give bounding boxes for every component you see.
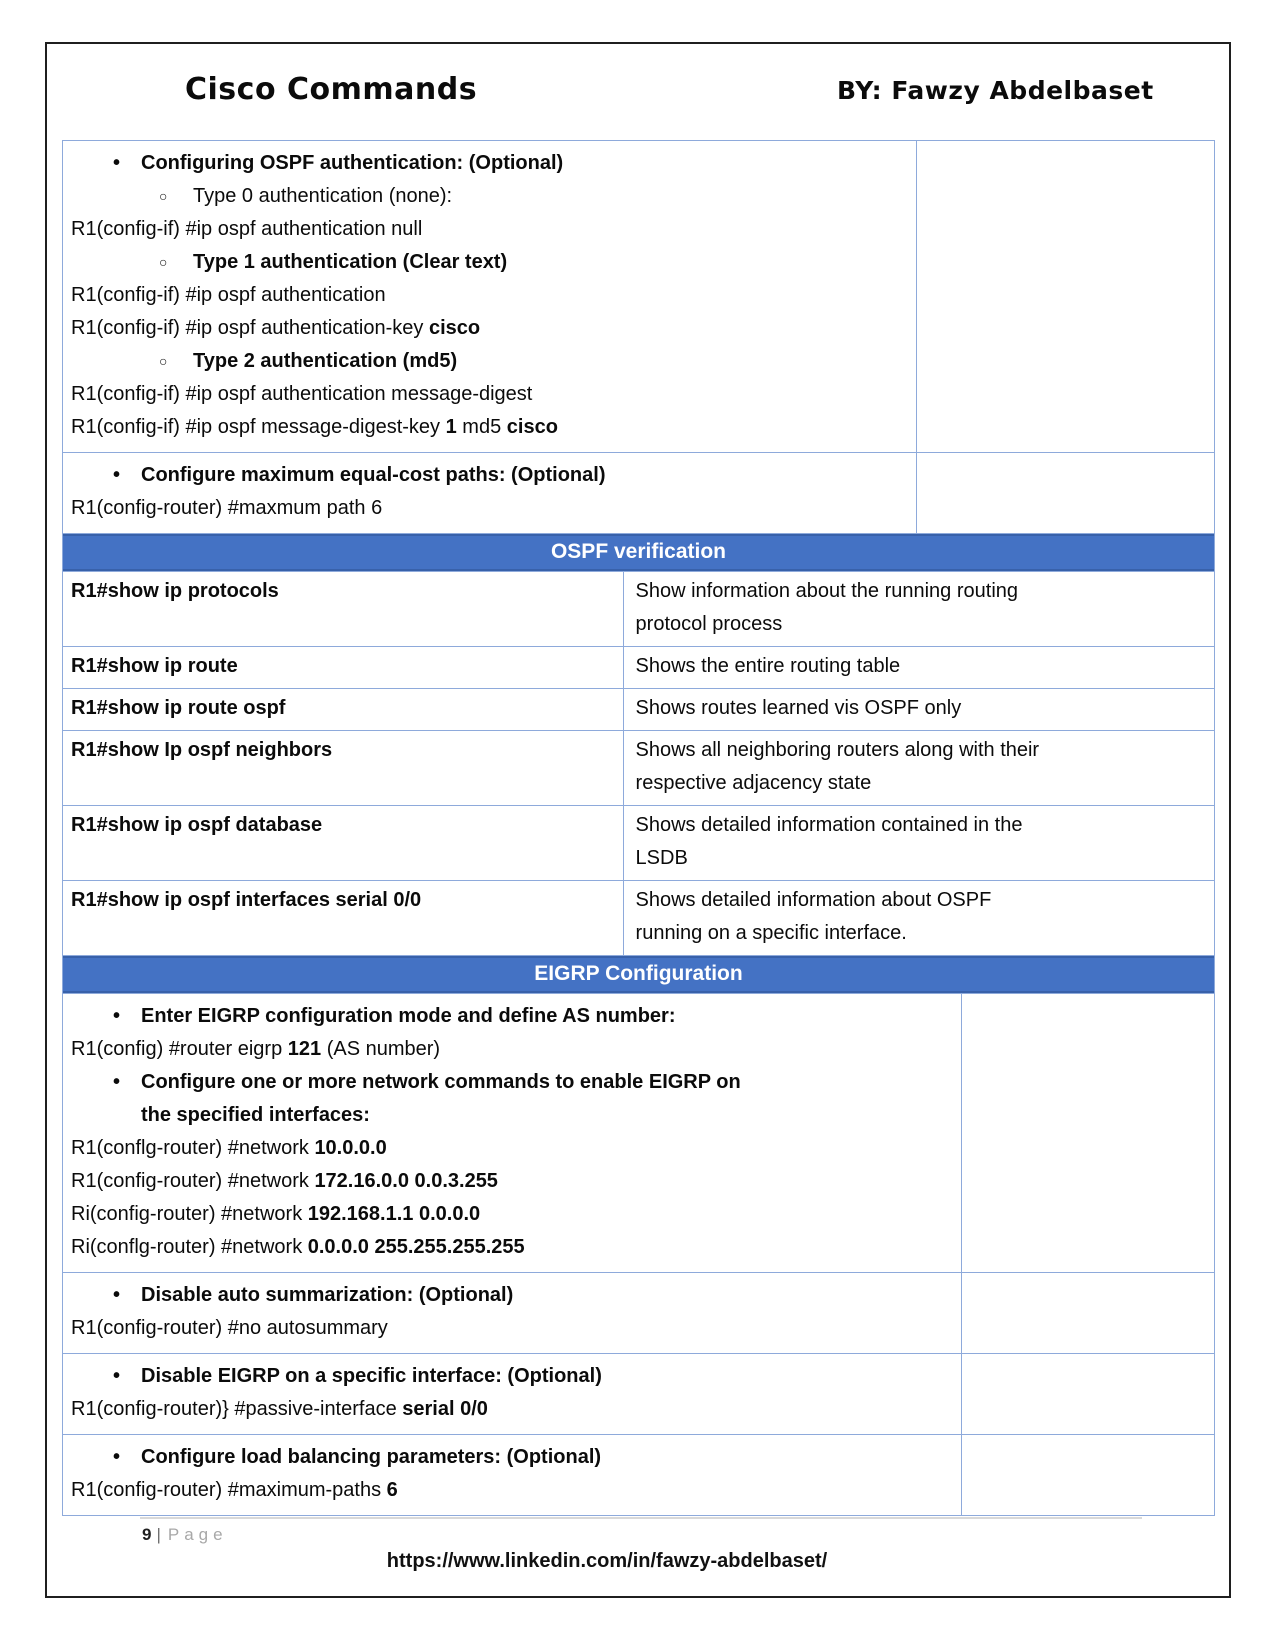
line-text <box>193 246 507 279</box>
line-text <box>71 378 532 411</box>
empty-cell <box>962 1354 1214 1434</box>
bullet-item <box>71 1279 953 1312</box>
text: Ri(config-router) #network <box>71 1203 308 1225</box>
table-row <box>63 993 1214 1272</box>
bold-text: Configure load balancing parameters: (Optional) <box>141 1446 602 1468</box>
command-line <box>71 378 908 411</box>
linkedin-url[interactable]: https://www.linkedin.com/in/fawzy-abdelbaset/ <box>386 1550 828 1572</box>
bold-text: Disable auto summarization: (Optional) <box>141 1284 514 1306</box>
table-row <box>63 880 1214 955</box>
line-text <box>71 1165 498 1198</box>
table-row <box>63 646 1214 688</box>
line-text <box>141 1441 601 1474</box>
line-text <box>71 1231 525 1264</box>
bold-text: cisco <box>506 416 558 438</box>
content-cell <box>63 1354 962 1434</box>
text: R1(config-if) #ip ospf authentication <box>71 284 386 306</box>
page-number: 9 <box>142 1525 152 1544</box>
bold-text: Configure maximum equal-cost paths: (Optional) <box>141 464 606 486</box>
description-cell <box>624 881 1214 955</box>
command-line <box>71 1231 953 1264</box>
text: Ri(conflg-router) #network <box>71 1236 308 1258</box>
empty-cell <box>917 453 1214 533</box>
bold-text: 121 <box>287 1038 322 1060</box>
document-title: Cisco Commands <box>185 72 478 107</box>
bold-text: Configuring OSPF authentication: (Optional) <box>141 152 564 174</box>
content-cell <box>63 453 917 533</box>
empty-cell <box>962 1435 1214 1515</box>
bullet-item <box>71 1360 953 1393</box>
text: md5 <box>456 416 507 438</box>
bold-text: Disable EIGRP on a specific interface: (Optional) <box>141 1365 602 1387</box>
line-text <box>71 1198 480 1231</box>
table-row <box>63 688 1214 730</box>
bullet-item <box>71 1066 953 1132</box>
text: (AS number) <box>321 1038 441 1060</box>
bold-text: Enter EIGRP configuration mode and define AS number: <box>141 1005 676 1027</box>
bold-text: 192.168.1.1 0.0.0.0 <box>307 1203 481 1225</box>
empty-cell <box>962 994 1214 1272</box>
text: R1(config-if) #ip ospf authentication null <box>71 218 423 240</box>
line-text <box>71 411 558 444</box>
text: R1(config) #router eigrp <box>71 1038 288 1060</box>
empty-cell <box>962 1273 1214 1353</box>
bold-text: the specified interfaces: <box>141 1104 370 1126</box>
bullet-item <box>71 180 908 213</box>
line-text <box>193 180 452 213</box>
description-line: Show information about the running routing <box>635 580 1019 602</box>
table-row <box>63 805 1214 880</box>
command-line <box>71 1474 953 1507</box>
table-row <box>63 452 1214 533</box>
bold-text: 0.0.0.0 255.255.255.255 <box>307 1236 525 1258</box>
description-line: Shows all neighboring routers along with their <box>635 739 1040 761</box>
command-cell: R1#show ip ospf database <box>63 806 624 880</box>
table-section-header: OSPF verification <box>63 533 1214 571</box>
line-text <box>141 1066 741 1132</box>
command-line <box>71 1198 953 1231</box>
bullet-circle-marker: ○ <box>159 353 168 369</box>
bullet-item <box>71 1441 953 1474</box>
command-cell: R1#show ip protocols <box>63 572 624 646</box>
command-line <box>71 1393 953 1426</box>
line-text <box>71 213 422 246</box>
bullet-disc-marker: • <box>113 152 121 174</box>
line-text <box>141 1279 513 1312</box>
bold-text: Type 1 authentication (Clear text) <box>193 251 508 273</box>
page-word: Page <box>167 1525 228 1544</box>
content-cell <box>63 994 962 1272</box>
bullet-disc-marker: • <box>113 1071 121 1093</box>
table-row <box>63 1434 1214 1515</box>
bold-text: cisco <box>428 317 481 339</box>
description-line: running on a specific interface. <box>635 922 907 944</box>
text: R1(config-router) #network <box>71 1170 315 1192</box>
line-text <box>141 147 563 180</box>
bullet-item <box>71 147 908 180</box>
text: R1(config-router) #no autosummary <box>71 1317 388 1339</box>
text: R1(config-router) #maxmum path 6 <box>71 497 383 519</box>
bold-text: 10.0.0.0 <box>314 1137 387 1159</box>
text: R1(config-router)} #passive-interface <box>71 1398 403 1420</box>
bullet-circle-marker: ○ <box>159 254 168 270</box>
bullet-disc-marker: • <box>113 1365 121 1387</box>
command-line <box>71 411 908 444</box>
line-text <box>141 1000 676 1033</box>
command-table <box>62 140 1215 1516</box>
line-text <box>71 1393 488 1426</box>
text: R1(config-if) #ip ospf authentication-key <box>71 317 429 339</box>
description-cell <box>624 572 1214 646</box>
command-cell: R1#show ip ospf interfaces serial 0/0 <box>63 881 624 955</box>
command-line <box>71 213 908 246</box>
bullet-disc-marker: • <box>113 1284 121 1306</box>
bold-text: Type 2 authentication (md5) <box>193 350 458 372</box>
line-text <box>71 312 480 345</box>
bold-text: 172.16.0.0 0.0.3.255 <box>314 1170 498 1192</box>
text: R1(config-router) #maximum-paths <box>71 1479 387 1501</box>
line-text <box>71 492 382 525</box>
content-cell <box>63 141 917 452</box>
description-cell <box>624 731 1214 805</box>
command-line <box>71 1132 953 1165</box>
command-line <box>71 1312 953 1345</box>
document-byline: BY: Fawzy Abdelbaset <box>837 76 1154 105</box>
page-separator: | <box>156 1525 161 1544</box>
command-line <box>71 1165 953 1198</box>
bullet-item <box>71 345 908 378</box>
line-text <box>141 1360 602 1393</box>
line-text <box>193 345 457 378</box>
page-border-frame <box>45 42 1231 1598</box>
line-text <box>71 1033 440 1066</box>
content-cell <box>63 1273 962 1353</box>
line-text <box>71 279 386 312</box>
text: R1(config-if) #ip ospf message-digest-key <box>71 416 446 438</box>
description-line: protocol process <box>635 613 783 635</box>
command-cell: R1#show ip route ospf <box>63 689 624 730</box>
footer-divider <box>140 1517 1142 1519</box>
text: R1(conflg-router) #network <box>71 1137 315 1159</box>
content-cell <box>63 1435 962 1515</box>
bold-text: 1 <box>445 416 457 438</box>
table-row <box>63 571 1214 646</box>
bullet-disc-marker: • <box>113 464 121 486</box>
text: Type 0 authentication (none): <box>193 185 453 207</box>
bold-text: serial 0/0 <box>402 1398 488 1420</box>
description-line: LSDB <box>635 847 688 869</box>
command-line <box>71 492 908 525</box>
command-cell: R1#show Ip ospf neighbors <box>63 731 624 805</box>
line-text <box>71 1474 398 1507</box>
bullet-circle-marker: ○ <box>159 188 168 204</box>
table-row <box>63 141 1214 452</box>
bullet-item <box>71 246 908 279</box>
command-cell: R1#show ip route <box>63 647 624 688</box>
description-cell <box>624 689 1214 730</box>
command-line <box>71 312 908 345</box>
bold-text: Configure one or more network commands to enable EIGRP on <box>141 1071 741 1093</box>
description-cell <box>624 806 1214 880</box>
table-row <box>63 730 1214 805</box>
bullet-disc-marker: • <box>113 1446 121 1468</box>
line-text <box>71 1312 388 1345</box>
command-line <box>71 279 908 312</box>
text: R1(config-if) #ip ospf authentication message-digest <box>71 383 533 405</box>
description-line: Shows detailed information about OSPF <box>635 889 992 911</box>
description-cell <box>624 647 1214 688</box>
bold-text: 6 <box>386 1479 398 1501</box>
table-row <box>63 1353 1214 1434</box>
table-row <box>63 1272 1214 1353</box>
bullet-item <box>71 459 908 492</box>
command-line <box>71 1033 953 1066</box>
bullet-item <box>71 1000 953 1033</box>
description-line: Shows detailed information contained in the <box>635 814 1023 836</box>
line-text <box>141 459 605 492</box>
description-line: Shows routes learned vis OSPF only <box>635 697 962 719</box>
description-line: respective adjacency state <box>635 772 872 794</box>
table-section-header: EIGRP Configuration <box>63 955 1214 993</box>
bullet-disc-marker: • <box>113 1005 121 1027</box>
page-number-label <box>142 1525 228 1545</box>
description-line: Shows the entire routing table <box>635 655 901 677</box>
empty-cell <box>917 141 1214 452</box>
line-text <box>71 1132 387 1165</box>
